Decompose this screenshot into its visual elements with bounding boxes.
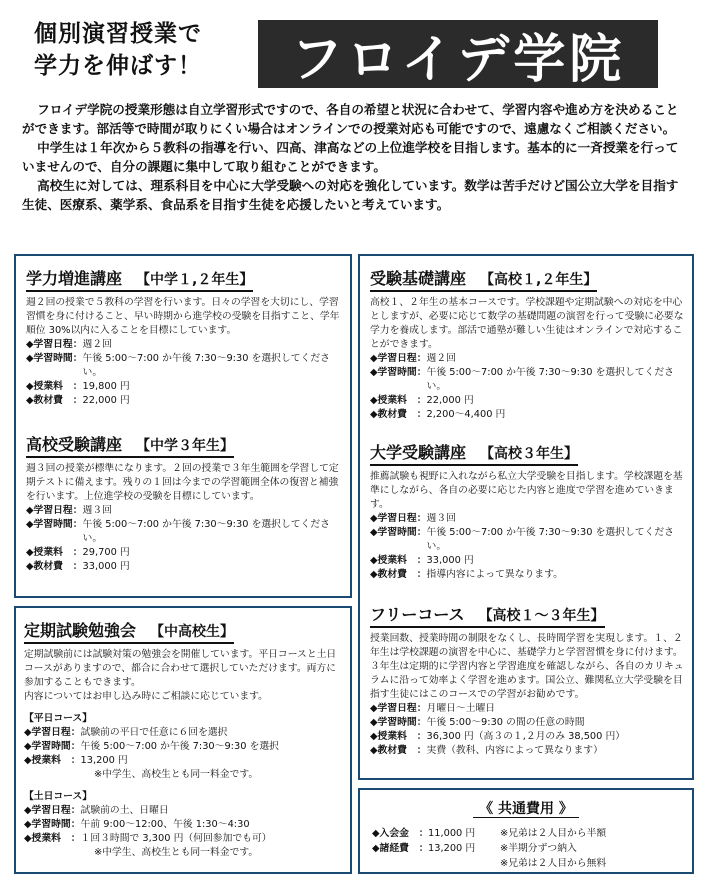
course-description: 定期試験前には試験対策の勉強会を開催しています。平日コースと土日コースがありますので、都合に合わせて選択していただけます。両方に参加することもできます。 xyxy=(24,649,337,688)
schedule-row: ◆学習日程： 週３回 xyxy=(26,505,112,516)
course-grade: 【高校１,２年生】 xyxy=(480,272,598,288)
headline xyxy=(34,18,274,82)
time-row: ◆学習時間： 午後 5:00〜9:30 の間の任意の時間 xyxy=(370,717,585,728)
time-row: ◆学習時間： 午後 5:00〜7:00 か午後 7:30〜9:30 を選択してください。 xyxy=(26,519,330,544)
headline-line2: 学力を伸ばす！ xyxy=(34,53,202,79)
fee-row: ◆授業料 ： 29,700 円 xyxy=(26,547,130,558)
intro-text xyxy=(22,100,688,214)
course-teiki xyxy=(24,618,342,860)
fee-note: ※中学生、高校生とも同一料金です。 xyxy=(94,769,259,780)
course-free xyxy=(370,602,684,758)
intro-paragraph: フロイデ学院の授業形態は自立学習形式ですので、各自の希望と状況に合わせて、学習内容や進め方を決めることができます。部活等で時間が取りにくい場合はオンラインでの授業対応も可能ですので、遠慮なくご相談ください。 xyxy=(22,102,679,136)
course-description: 推薦試験も視野に入れながら私立大学受験を目指します。学校課題を基準にしながら、各自の必要に応じた内容と進度で学習を進めていきます。 xyxy=(370,471,683,510)
course-grade: 【中学１,２年生】 xyxy=(136,272,254,288)
course-gakuryoku xyxy=(26,266,342,408)
fee-row: ◆授業料 ： 33,000 円 xyxy=(370,555,474,566)
schedule-row: ◆学習日程： 試験前の土、日曜日 xyxy=(24,805,169,816)
common-fees-list xyxy=(372,826,606,871)
headline-line1: 個別演習授業で xyxy=(34,21,202,47)
course-description: 授業回数、授業時間の制限をなくし、長時間学習を実現します。１、２年生は学校課題の演習を中心に、基礎学力と学習習慣を身に付けます。３年生は定期的に学習内容と学習進度を確認しながら、各自のカリキュラムに沿って効率よく学習を進めます。国公立、難関私立大学受験を目指す生徒にはこのコースでの学習がお勧めです。 xyxy=(370,633,684,700)
time-row: ◆学習時間： 午後 5:00〜7:00 か午後 7:30〜9:30 を選択 xyxy=(24,741,279,752)
schedule-row: ◆学習日程： 週２回 xyxy=(26,339,112,350)
course-koukou-juken xyxy=(26,432,342,574)
misc-fee-note: ※兄弟は２人目から無料 xyxy=(500,858,607,869)
schedule-row: ◆学習日程： 週２回 xyxy=(370,353,456,364)
weekend-course-title: 【土日コース】 xyxy=(24,791,93,802)
time-row: ◆学習時間： 午後 5:00〜7:00 か午後 7:30〜9:30 を選択してください。 xyxy=(26,353,330,378)
material-row: ◆教材費 ： 2,200〜4,400 円 xyxy=(370,409,506,420)
course-title: 高校受験講座 【中学３年生】 xyxy=(26,432,234,458)
junior-high-courses-box xyxy=(14,254,352,598)
course-title: 受験基礎講座 【高校１,２年生】 xyxy=(370,266,597,292)
time-row: ◆学習時間： 午後 5:00〜7:00 か午後 7:30〜9:30 を選択してください。 xyxy=(370,367,674,392)
material-row: ◆教材費 ： 33,000 円 xyxy=(26,561,130,572)
schedule-row: ◆学習日程： 週３回 xyxy=(370,513,456,524)
course-grade: 【中高校生】 xyxy=(150,624,235,640)
fee-row: ◆授業料 ： １回３時間で 3,300 円（何回参加でも可） xyxy=(24,833,272,844)
school-logo: フロイデ学院 xyxy=(258,20,658,88)
course-grade: 【高校１〜３年生】 xyxy=(478,608,605,624)
common-fees-box xyxy=(358,788,694,874)
course-title: フリーコース 【高校１〜３年生】 xyxy=(370,602,605,628)
misc-fee-row: ◆諸経費 ： 13,200 円 ※半期分ずつ納入 xyxy=(372,843,577,854)
course-grade: 【中学３年生】 xyxy=(136,438,235,454)
high-school-courses-box xyxy=(358,254,694,780)
common-fees-title: 《 共通費用 》 xyxy=(360,798,692,818)
fee-row: ◆授業料 ： 36,300 円（高３の１,２月のみ 38,500 円） xyxy=(370,731,626,742)
course-grade: 【高校３年生】 xyxy=(480,446,579,462)
fee-row: ◆授業料 ： 22,000 円 xyxy=(370,395,474,406)
course-description-note: 内容についてはお申し込み時にご相談に応じています。 xyxy=(24,691,268,702)
course-daigaku-juken xyxy=(370,440,684,582)
course-juken-kiso xyxy=(370,266,684,422)
course-description: 高校１、２年生の基本コースです。学校課題や定期試験への対応を中心としますが、必要に応じて数学の基礎問題の演習を行って受験に必要な学力を養成します。部活で通塾が難しい生徒はオンラインで対応することができます。 xyxy=(370,297,684,350)
material-row: ◆教材費 ： 指導内容によって異なります。 xyxy=(370,569,563,580)
course-description: 週３回の授業が標準になります。２回の授業で３年生範囲を学習して定期テストに備えます。残りの１回は今までの学習範囲全体の復習と補強を行います。上位進学校の受験を目標にしています。 xyxy=(26,463,339,502)
fee-row: ◆授業料 ： 19,800 円 xyxy=(26,381,130,392)
course-title: 学力増進講座 【中学１,２年生】 xyxy=(26,266,253,292)
entry-fee-row: ◆入会金 ： 11,000 円 ※兄弟は２人目から半額 xyxy=(372,828,607,839)
time-row: ◆学習時間： 午後 5:00〜7:00 か午後 7:30〜9:30 を選択してください。 xyxy=(370,527,674,552)
schedule-row: ◆学習日程： 月曜日〜土曜日 xyxy=(370,703,496,714)
course-description: 週２回の授業で５教科の学習を行います。日々の学習を大切にし、学習習慣を身に付けること、早い時期から進学校の受験を目指すこと、学年順位 30%以内に入ることを目標にしています。 xyxy=(26,297,340,336)
intro-paragraph: 高校生に対しては、理系科目を中心に大学受験への対応を強化しています。数学は苦手だけど国公立大学を目指す生徒、医療系、薬学系、食品系を目指す生徒を応援したいと考えています。 xyxy=(22,178,679,212)
schedule-row: ◆学習日程： 試験前の平日で任意に６回を選択 xyxy=(24,727,228,738)
material-row: ◆教材費 ： 22,000 円 xyxy=(26,395,130,406)
course-title: 大学受験講座 【高校３年生】 xyxy=(370,440,578,466)
exam-study-box xyxy=(14,606,352,874)
weekday-course-title: 【平日コース】 xyxy=(24,713,93,724)
fee-row: ◆授業料 ： 13,200 円 xyxy=(24,755,128,766)
time-row: ◆学習時間： 午前 9:00〜12:00、午後 1:30〜4:30 xyxy=(24,819,250,830)
fee-note: ※中学生、高校生とも同一料金です。 xyxy=(94,847,259,858)
course-title: 定期試験勉強会 【中高校生】 xyxy=(24,618,234,644)
intro-paragraph: 中学生は１年次から５教科の指導を行い、四高、津高などの上位進学校を目指します。基本的に一斉授業を行っていませんので、自分の課題に集中して取り組むことができます。 xyxy=(22,140,679,174)
material-row: ◆教材費 ： 実費（教科、内容によって異なります） xyxy=(370,745,603,756)
